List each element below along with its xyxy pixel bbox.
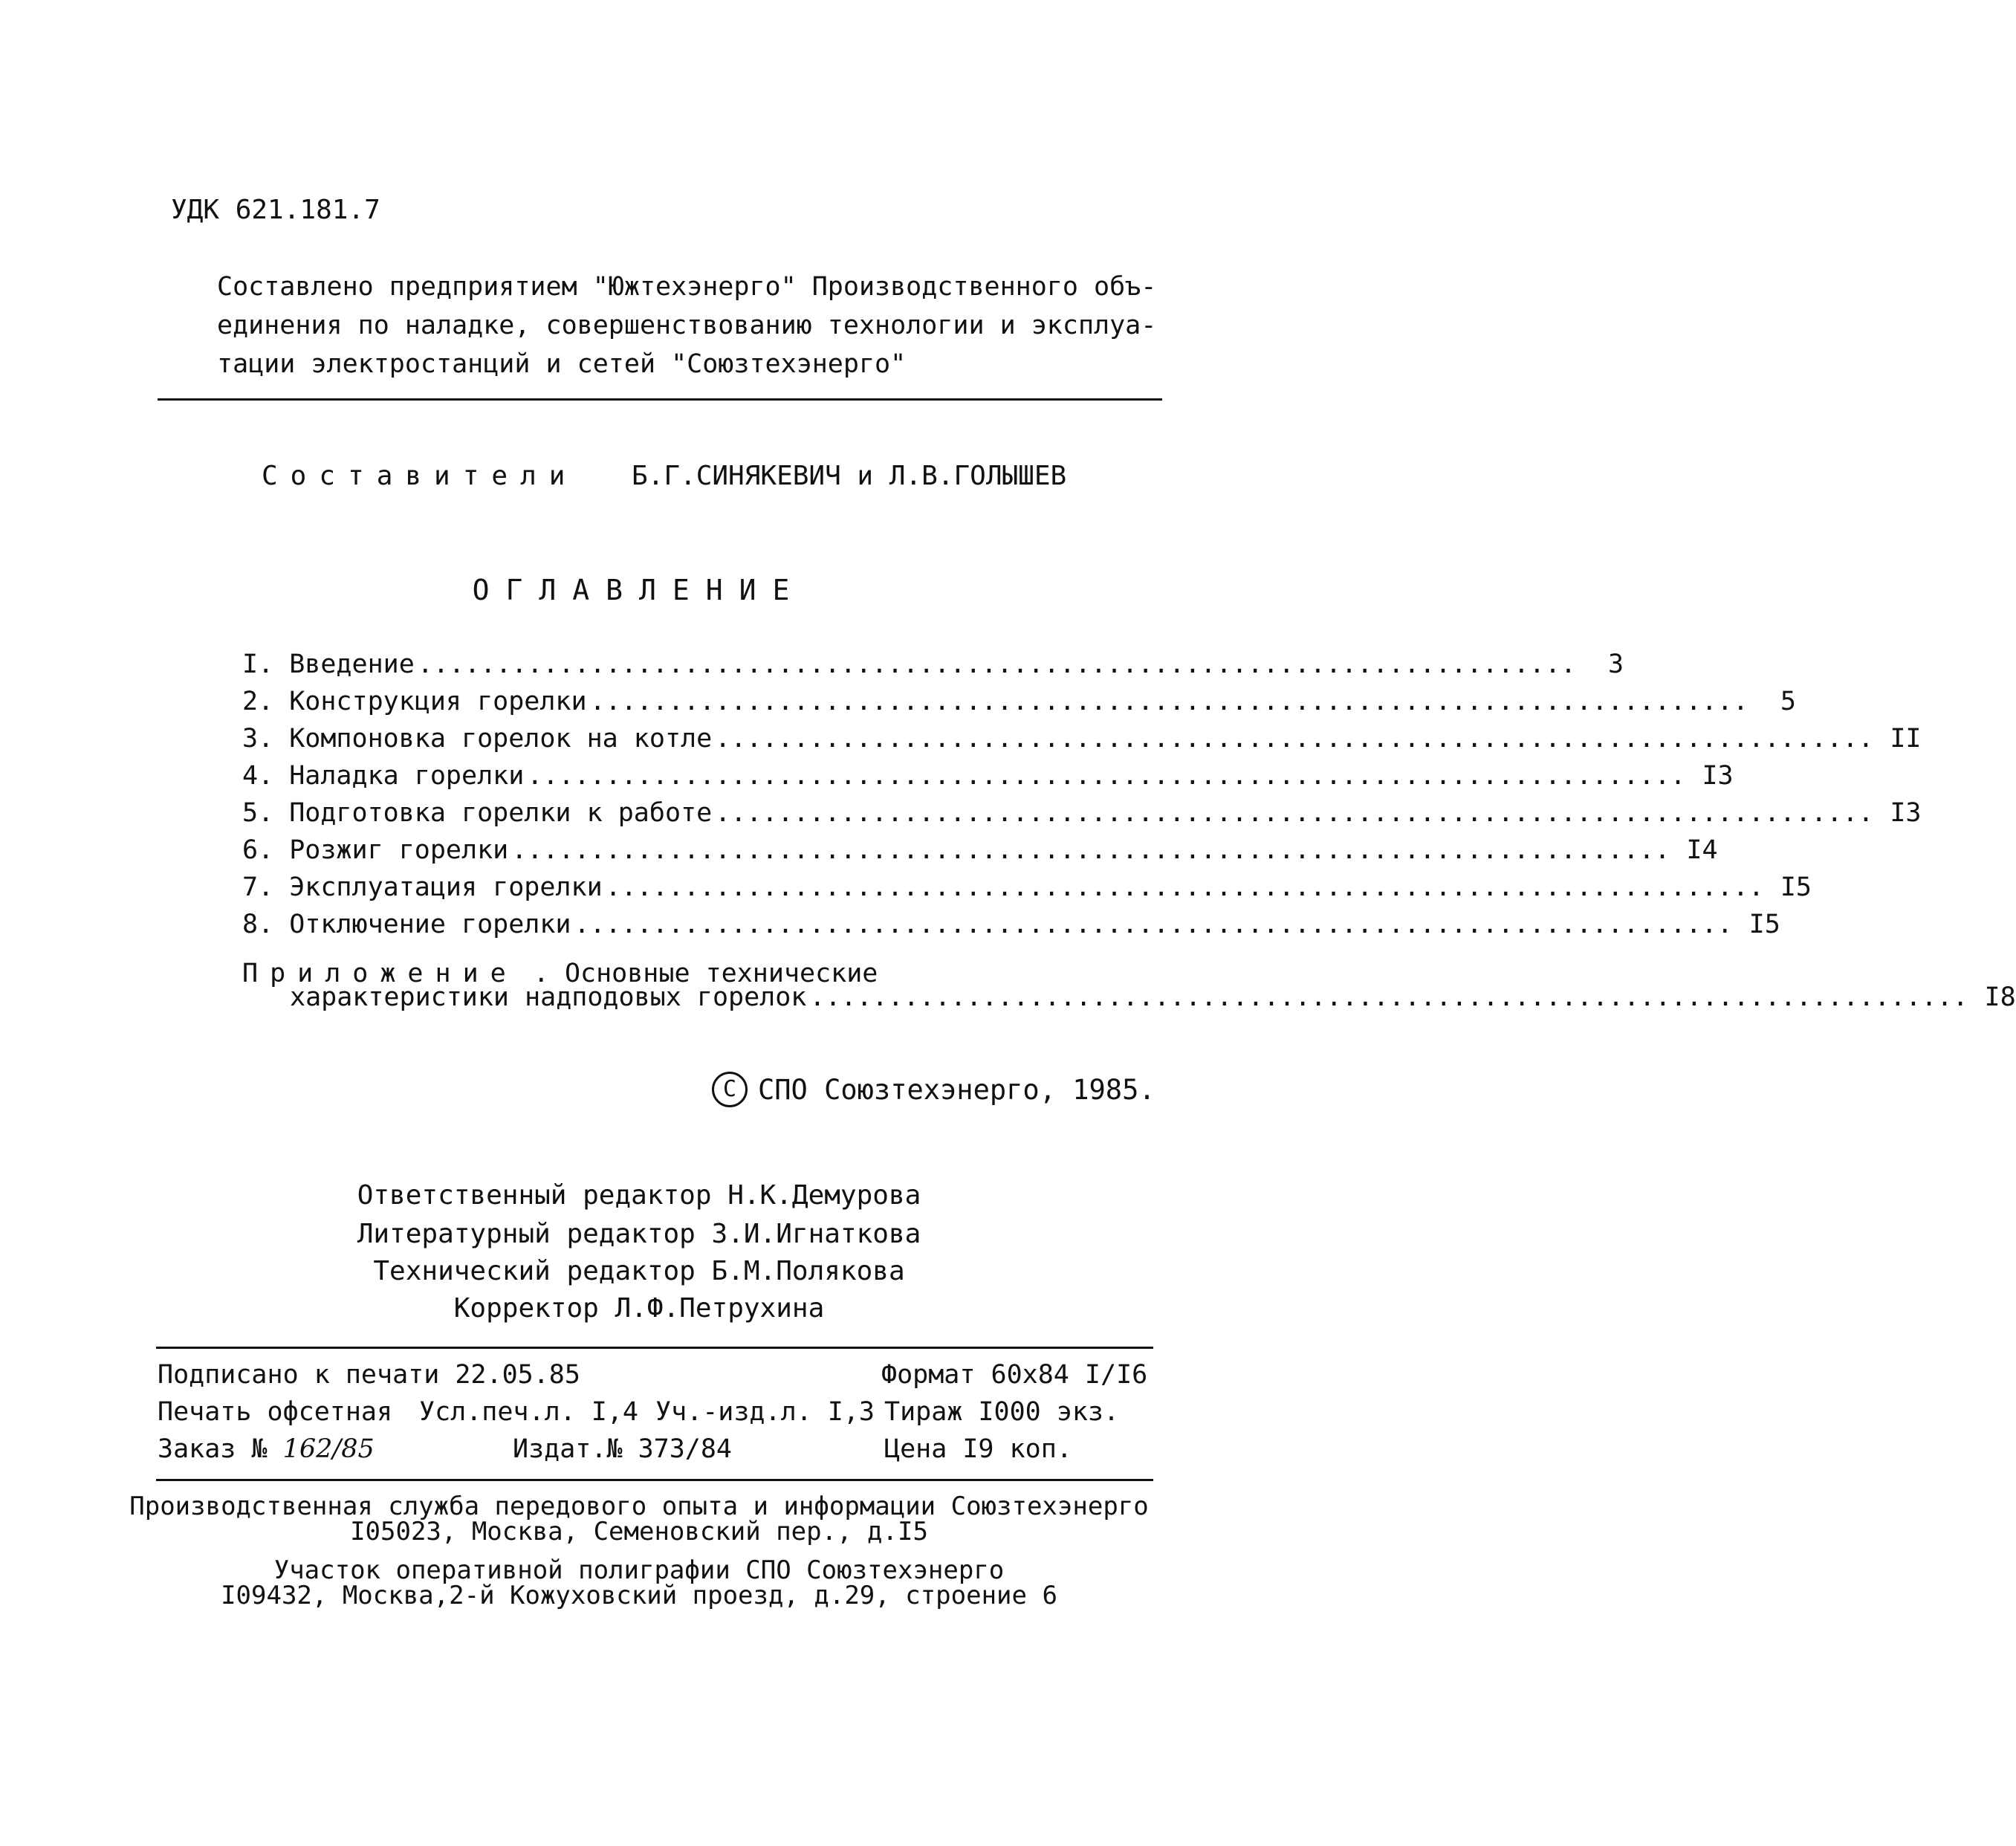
intro-line-2: единения по наладке, совершенствованию технологии и эксплуа- — [217, 311, 1157, 340]
toc-item-page: I5 — [1748, 910, 1780, 939]
imprint-price: Цена I9 коп. — [884, 1434, 1072, 1464]
toc-item — [242, 872, 1812, 910]
toc-item-page: I3 — [1702, 761, 1734, 791]
toc-item-page: II — [1890, 724, 1922, 754]
imprint-signed: Подписано к печати 22.05.85 — [158, 1360, 580, 1390]
compilers-names: Б.Г.СИНЯКЕВИЧ и Л.В.ГОЛЫШЕВ — [632, 461, 1067, 491]
toc-item — [242, 724, 1922, 761]
copyright — [712, 1072, 1156, 1107]
udk-code: УДК 621.181.7 — [171, 195, 380, 225]
toc-item-title: 7. Эксплуатация горелки — [242, 872, 603, 902]
toc-appendix-page: I8 — [1984, 982, 2016, 1012]
editor-technical: Технический редактор Б.М.Полякова — [373, 1256, 905, 1286]
intro-line-1: Составлено предприятием "Южтехэнерго" Производственного объ- — [217, 272, 1157, 302]
toc-item-title: 3. Компоновка горелок на котле — [242, 724, 713, 754]
compilers-label: Составители — [262, 461, 578, 491]
editor-corrector: Корректор Л.Ф.Петрухина — [453, 1293, 825, 1324]
toc-item-page: I5 — [1780, 872, 1812, 902]
toc-leader: .......................................................................... — [715, 724, 1874, 754]
toc-appendix-title: характеристики надподовых горелок — [290, 982, 807, 1012]
toc-item-title: 8. Отключение горелки — [242, 910, 571, 939]
toc-item-title: 5. Подготовка горелки к работе — [242, 798, 713, 828]
intro-line-3: тации электростанций и сетей "Союзтехэнерго" — [217, 349, 907, 379]
copyright-icon: C — [712, 1072, 748, 1107]
imprint-usl: Усл.печ.л. I,4 — [419, 1397, 639, 1427]
toc-item-title: 4. Наладка горелки — [242, 761, 525, 791]
toc-item-page: I4 — [1686, 835, 1718, 865]
toc-item — [242, 650, 1624, 687]
footer-publisher: Производственная служба передового опыта и информации Союзтехэнерго — [129, 1492, 1149, 1521]
copyright-text: СПО Союзтехэнерго, 1985. — [758, 1073, 1156, 1106]
toc-leader: .......................................................................... — [715, 798, 1874, 828]
toc-leader: .......................................................................... — [809, 982, 1968, 1012]
editor-literary: Литературный редактор З.И.Игнаткова — [357, 1219, 921, 1249]
toc-item-page: 5 — [1780, 687, 1796, 716]
imprint-izdat: Издат.№ 373/84 — [513, 1434, 733, 1464]
imprint-uch: Уч.-изд.л. I,3 — [655, 1397, 875, 1427]
imprint-rule-bottom — [156, 1479, 1153, 1481]
imprint-order-label: Заказ № — [158, 1434, 268, 1464]
imprint-format: Формат 60х84 I/I6 — [881, 1360, 1148, 1390]
toc-leader: .......................................................................... — [527, 761, 1686, 791]
toc-item — [242, 835, 1718, 872]
toc-item-title: 2. Конструкция горелки — [242, 687, 587, 716]
imprint-order — [158, 1434, 375, 1464]
imprint-print-type: Печать офсетная — [158, 1397, 393, 1427]
toc-leader: .......................................................................... — [511, 835, 1670, 865]
imprint-tirazh: Тираж I000 экз. — [884, 1397, 1120, 1427]
toc-item — [242, 910, 1780, 947]
toc-appendix-label: Приложение — [242, 959, 518, 988]
toc-appendix-text: . Основные технические — [533, 959, 878, 988]
toc-appendix-line-2 — [242, 982, 2016, 1020]
toc-title: ОГЛАВЛЕНИЕ — [472, 574, 806, 606]
toc-item-page: I3 — [1890, 798, 1922, 828]
toc-item — [242, 761, 1734, 798]
toc-leader: .......................................................................... — [417, 650, 1577, 679]
editor-responsible: Ответственный редактор Н.К.Демурова — [357, 1180, 921, 1211]
toc-leader: .......................................................................... — [605, 872, 1764, 902]
toc-item-title: 6. Розжиг горелки — [242, 835, 509, 865]
toc-item — [242, 798, 1922, 835]
footer-printer: Участок оперативной полиграфии СПО Союзтехэнерго — [273, 1555, 1005, 1585]
toc-leader: .......................................................................... — [589, 687, 1748, 716]
toc-item-page: 3 — [1608, 650, 1624, 679]
footer-publisher-address: I05023, Москва, Семеновский пер., д.I5 — [350, 1517, 928, 1547]
divider-top — [158, 398, 1162, 401]
imprint-order-number: 162/85 — [282, 1434, 375, 1464]
toc-item — [242, 687, 1796, 724]
imprint-rule-top — [156, 1347, 1153, 1349]
toc-item-title: I. Введение — [242, 650, 415, 679]
toc-leader: .......................................................................... — [574, 910, 1733, 939]
footer-printer-address: I09432, Москва,2-й Кожуховский проезд, д.29, строение 6 — [221, 1581, 1057, 1610]
